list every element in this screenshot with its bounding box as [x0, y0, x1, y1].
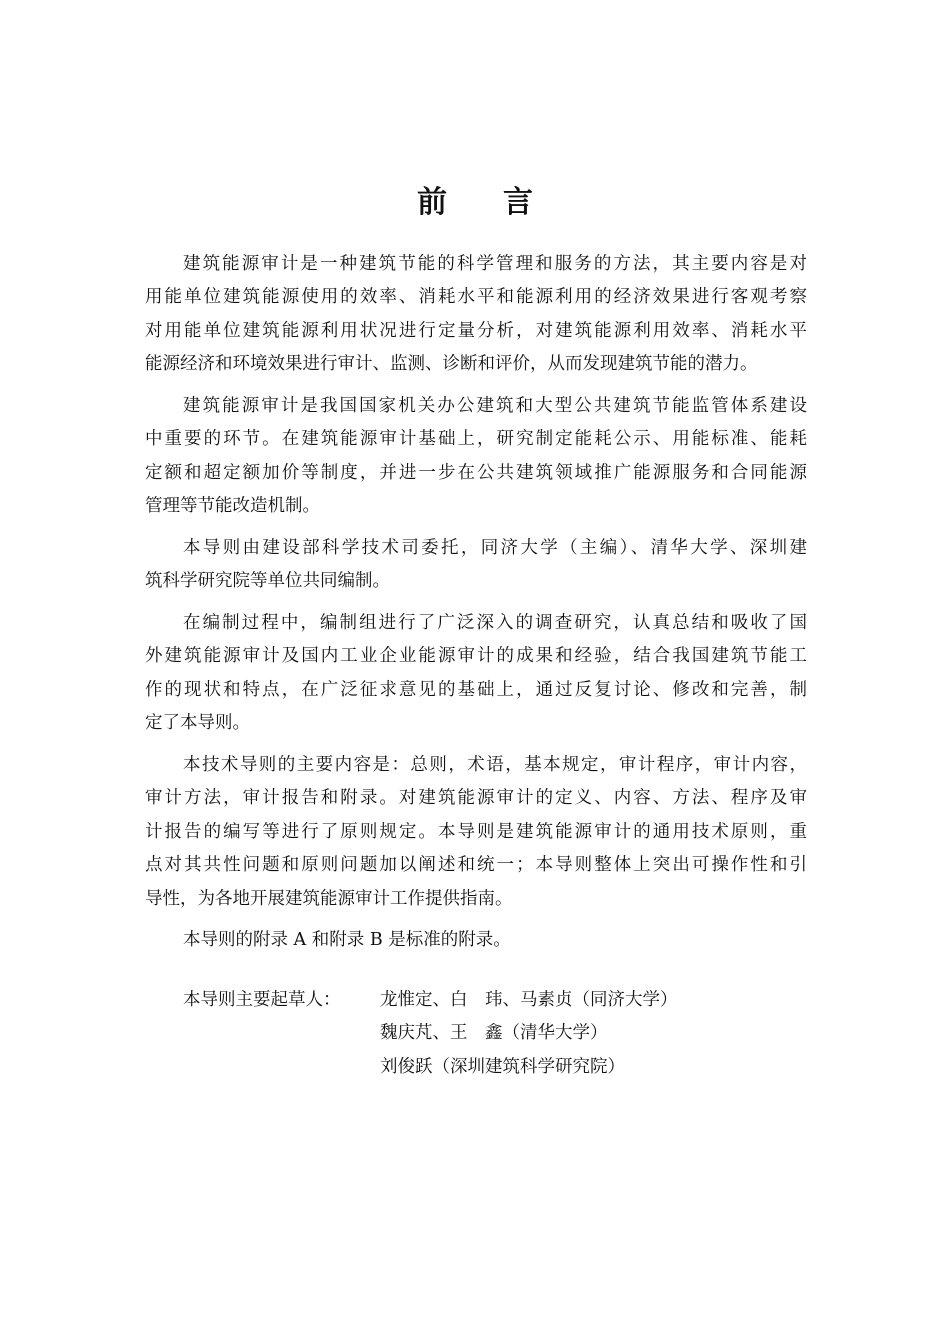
paragraph-2: [145, 390, 807, 524]
paragraph-line: 管理等节能改造机制。: [145, 496, 320, 517]
drafter-line: 刘俊跃（深圳建筑科学研究院）: [380, 1056, 625, 1077]
paragraph-line: 用能单位建筑能源使用的效率、消耗水平和能源利用的经济效果进行客观考察: [145, 287, 807, 308]
paragraph-line: 导性，为各地开展建筑能源审计工作提供指南。: [145, 888, 513, 909]
drafter-line: 魏庆芃、王 鑫（清华大学）: [380, 1023, 608, 1044]
paragraph-line: 建筑能源审计是我国国家机关办公建筑和大型公共建筑节能监管体系建设: [183, 395, 807, 416]
paragraph-line: 本技术导则的主要内容是：总则，术语，基本规定，审计程序，审计内容，: [183, 755, 807, 776]
paragraph-line: 中重要的环节。在建筑能源审计基础上，研究制定能耗公示、用能标准、能耗: [145, 429, 807, 450]
paragraph-6: [145, 924, 807, 957]
paragraph-line: 审计方法，审计报告和附录。对建筑能源审计的定义、内容、方法、程序及审: [145, 788, 807, 809]
paragraph-line: 在编制过程中，编制组进行了广泛深入的调查研究，认真总结和吸收了国: [183, 613, 807, 634]
paragraph-line: 对用能单位建筑能源利用状况进行定量分析，对建筑能源利用效率、消耗水平: [145, 320, 807, 341]
paragraph-3: [145, 532, 807, 599]
paragraph-line: 计报告的编写等进行了原则规定。本导则是建筑能源审计的通用技术原则，重: [145, 821, 807, 842]
paragraph-line: 定了本导则。: [145, 713, 250, 734]
page-title: 前言: [417, 185, 589, 220]
preface-body: [145, 248, 807, 966]
paragraph-line: 能源经济和环境效果进行审计、监测、诊断和评价，从而发现建筑节能的潜力。: [145, 354, 758, 375]
paragraph-line: 外建筑能源审计及国内工业企业能源审计的成果和经验，结合我国建筑节能工: [145, 646, 807, 667]
paragraph-line: 本导则由建设部科学技术司委托，同济大学（主编）、清华大学、深圳建: [183, 537, 807, 558]
drafter-line: 龙惟定、白 玮、马素贞（同济大学）: [380, 990, 678, 1010]
paragraph-line: 筑科学研究院等单位共同编制。: [145, 571, 390, 592]
drafters-names: [380, 984, 678, 1084]
paragraph-line: 本导则的附录 A 和附录 B 是标准的附录。: [183, 930, 511, 951]
paragraph-line: 建筑能源审计是一种建筑节能的科学管理和服务的方法，其主要内容是对: [183, 254, 807, 274]
paragraph-line: 定额和超定额加价等制度，并进一步在公共建筑领域推广能源服务和合同能源: [145, 462, 807, 483]
paragraph-4: [145, 607, 807, 741]
paragraph-line: 作的现状和特点，在广泛征求意见的基础上，通过反复讨论、修改和完善，制: [145, 679, 807, 700]
paragraph-5: [145, 749, 807, 916]
paragraph-1: [145, 248, 807, 382]
drafters-label: 本导则主要起草人：: [183, 990, 341, 1010]
paragraph-line: 点对其共性问题和原则问题加以阐述和统一；本导则整体上突出可操作性和引: [145, 855, 807, 876]
